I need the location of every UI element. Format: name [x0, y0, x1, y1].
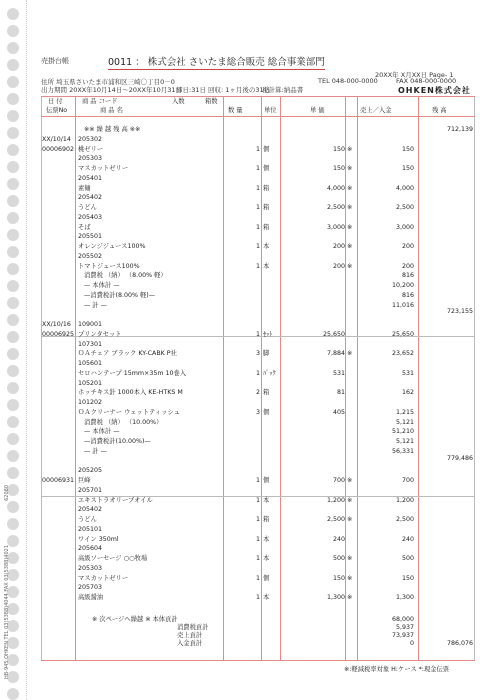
row-reduced-tax-mark: ※ [347, 594, 353, 601]
row-unit: 個 [263, 165, 270, 172]
row-product-name: そば [78, 223, 91, 231]
form-code: HB-945 OHKEN TEL 03(5388)4044 FAX 03(5388)4021 [4, 545, 10, 680]
row-sales-amount: 23,652 [391, 350, 414, 358]
row-quantity: 1 [255, 555, 260, 562]
row-product-name: ＯＡチェア ブラック KY-CABK P社 [78, 350, 177, 358]
row-unit-price: 1,300 [326, 594, 345, 601]
row-reduced-tax-mark: ※ [347, 350, 353, 358]
row-unit: 箱 [263, 223, 270, 231]
row-quantity: 1 [255, 369, 260, 377]
punch-hole [7, 93, 19, 105]
row-product-name: マスカットゼリー [78, 165, 129, 172]
row-product-name: うどん [78, 204, 97, 211]
page-total-value: 68,000 [391, 616, 414, 623]
punch-hole [7, 688, 19, 700]
punch-hole [7, 416, 19, 428]
row-date: XX/10/14 [42, 135, 71, 143]
punch-hole [7, 501, 19, 513]
punch-hole [7, 110, 19, 122]
row-reduced-tax-mark: ※ [347, 477, 353, 484]
row-quantity: 1 [255, 496, 260, 504]
row-slip-no: 00006925 [42, 330, 75, 338]
row-reduced-tax-mark: ※ [347, 496, 353, 504]
punch-hole [7, 382, 19, 394]
row-sales-amount: 162 [401, 389, 414, 397]
row-sales-amount: 4,000 [395, 184, 414, 192]
row-product-name: ワイン 350ml [78, 535, 119, 543]
row-unit-price: 240 [332, 535, 345, 543]
row-sales-amount: 5,121 [395, 438, 414, 445]
row-quantity: 1 [255, 330, 260, 338]
punch-hole [7, 178, 19, 190]
collection-terms: 回収: 1ヶ月後の31日 [208, 86, 271, 94]
col-qty-in: 入数 [172, 98, 185, 105]
punch-hole [7, 467, 19, 479]
punch-hole [7, 450, 19, 462]
row-unit-price: 1,200 [326, 496, 345, 504]
page-total-label: ※ 次ページへ繰越 ※ 本体貢計 [92, 616, 178, 623]
fax: FAX 048-000-0000 [396, 77, 457, 85]
row-reduced-tax-mark: ※ [347, 184, 353, 192]
row-unit-price: 500 [332, 555, 345, 562]
row-quantity: 1 [255, 145, 260, 153]
row-sales-amount: 150 [401, 165, 414, 172]
row-product-name: — 本体計 — [84, 282, 120, 289]
row-sales-amount: 25,650 [391, 330, 414, 338]
col-name: 商 品 名 [100, 107, 123, 114]
col-boxes: 箱数 [205, 98, 218, 105]
row-reduced-tax-mark: ※ [347, 204, 353, 211]
page-total-value: 0 [409, 640, 414, 647]
punch-hole [7, 246, 19, 258]
row-product-code: 205303 [78, 155, 103, 163]
row-unit: 個 [263, 574, 270, 582]
punch-hole [7, 212, 19, 224]
row-unit-price: 700 [332, 477, 345, 484]
row-reduced-tax-mark: ※ [347, 574, 353, 582]
row-product-code: 205401 [78, 174, 103, 182]
row-quantity: 1 [255, 165, 260, 172]
row-sales-amount: 10,200 [391, 282, 414, 289]
row-product-code: 205701 [78, 486, 103, 494]
row-sales-amount: 531 [401, 369, 414, 377]
punch-hole [7, 518, 19, 530]
punch-hole [7, 127, 19, 139]
row-sales-amount: 51,210 [391, 428, 414, 436]
row-product-name: プリンタセット [78, 330, 122, 338]
row-unit: 本 [263, 243, 270, 250]
row-product-name: 高級ソーセージ ○○牧場 [78, 555, 148, 562]
row-sales-amount: 816 [401, 272, 414, 280]
col-code: 商 品 コード [82, 98, 118, 105]
row-quantity: 1 [255, 574, 260, 582]
row-product-name: —消費税計(10.00%)— [84, 438, 151, 445]
row-unit-price: 150 [332, 574, 345, 582]
tel: TEL 048-000-0000 [318, 77, 378, 85]
col-sales: 売上／入金 [360, 107, 392, 114]
row-quantity: 1 [255, 262, 260, 270]
row-unit: ﾊﾟｯｸ [263, 369, 276, 377]
row-sales-amount: 11,016 [391, 301, 414, 309]
row-slip-no: 00006931 [42, 477, 75, 484]
row-product-code: 205402 [78, 194, 103, 202]
row-product-name: エキストラオリーブオイル [78, 496, 153, 504]
row-product-name: 巨峰 [78, 477, 91, 484]
row-unit: 個 [263, 145, 270, 153]
page-total-label: 売上貢計 [177, 632, 203, 639]
page-total-value: 73,937 [391, 632, 414, 639]
row-unit: 箱 [263, 516, 270, 523]
row-product-name: ＯＡクリーナー ウェットティッシュ [78, 408, 180, 416]
row-balance: 712,139 [446, 126, 473, 133]
row-unit-price: 2,500 [326, 516, 345, 523]
punch-hole [7, 365, 19, 377]
row-sales-amount: 3,000 [395, 223, 414, 231]
punch-hole [7, 348, 19, 360]
row-sales-amount: 240 [401, 535, 414, 543]
tax-calc: 税計算:納品書 [262, 86, 304, 94]
row-unit: 箱 [263, 204, 270, 211]
row-product-name: ホッチキス針 1000本入 KE-HTKS M [78, 389, 183, 397]
row-product-code: 205502 [78, 252, 103, 260]
page-total-label: 消費税貢計 [177, 624, 209, 631]
row-unit-price: 25,650 [322, 330, 345, 338]
punch-hole [7, 263, 19, 275]
punch-hole [7, 144, 19, 156]
form-code-number: 62080 [4, 485, 10, 501]
row-unit: 本 [263, 496, 270, 504]
row-unit-price: 150 [332, 165, 345, 172]
row-slip-no: 00006902 [42, 145, 75, 153]
row-product-code: 105201 [78, 379, 103, 387]
page-total-label: 入金貢計 [177, 640, 203, 647]
row-quantity: 3 [255, 408, 260, 416]
row-unit-price: 2,500 [326, 204, 345, 211]
row-reduced-tax-mark: ※ [347, 516, 353, 523]
legend: ※:軽減税率対象 H:ケース *:現金伝票 [344, 666, 450, 673]
ledger-title: 売掛台帳 [41, 57, 69, 65]
punch-hole [7, 314, 19, 326]
row-date: XX/10/16 [42, 321, 71, 328]
row-product-code: 205703 [78, 584, 103, 592]
row-reduced-tax-mark: ※ [347, 243, 353, 250]
row-product-code: 105601 [78, 360, 103, 367]
row-product-code: 205303 [78, 564, 103, 572]
row-product-code: 205205 [78, 467, 103, 475]
row-product-name: — 本体計 — [84, 428, 120, 436]
punch-hole [7, 297, 19, 309]
row-sales-amount: 200 [401, 243, 414, 250]
address: 住所 埼玉県さいたま市浦和区三崎〇丁目0－0 [41, 78, 175, 86]
row-unit: 個 [263, 477, 270, 484]
row-sales-amount: 200 [401, 262, 414, 270]
punch-hole [7, 76, 19, 88]
row-product-name: ※※ 繰 越 残 高 ※※ [84, 126, 141, 133]
col-price: 単 価 [310, 107, 325, 114]
row-product-code: 101202 [78, 399, 103, 406]
date-page: 20XX年 X月XX日 Page- 1 [375, 71, 454, 79]
row-quantity: 1 [255, 243, 260, 250]
punch-hole [7, 59, 19, 71]
row-product-name: オレンジジュース100% [78, 243, 146, 250]
punch-hole [7, 161, 19, 173]
row-unit-price: 4,000 [326, 184, 345, 192]
row-reduced-tax-mark: ※ [347, 223, 353, 231]
row-balance: 779,486 [446, 454, 473, 462]
row-sales-amount: 2,500 [395, 516, 414, 523]
row-unit-price: 405 [332, 408, 345, 416]
row-product-code: 109001 [78, 321, 103, 328]
row-product-code: 205302 [78, 135, 103, 143]
row-unit: 個 [263, 408, 270, 416]
customer-account: 0011 ： 株式会社 さいたま総合販売 総合事業部門 [108, 54, 325, 70]
row-sales-amount: 5,121 [395, 418, 414, 426]
row-product-code: 205403 [78, 213, 103, 221]
row-product-name: 素麺 [78, 184, 91, 192]
row-quantity: 1 [255, 223, 260, 231]
row-sales-amount: 1,215 [395, 408, 414, 416]
row-quantity: 1 [255, 535, 260, 543]
punch-hole [7, 229, 19, 241]
row-product-name: 消費税 （納） （10.00%） [84, 418, 163, 426]
row-product-name: 消費税 （納） （8.00% 軽） [84, 272, 167, 280]
row-unit: ｾｯﾄ [263, 330, 273, 338]
row-sales-amount: 500 [401, 555, 414, 562]
row-balance: 723,155 [446, 308, 473, 316]
punch-hole [7, 433, 19, 445]
row-sales-amount: 150 [401, 145, 414, 153]
col-date: 日 付 [48, 98, 63, 105]
row-unit: 本 [263, 262, 270, 270]
row-unit: 箱 [263, 389, 270, 397]
page-total-value: 5,937 [395, 624, 414, 631]
carry-forward-balance: 786,076 [446, 640, 473, 647]
row-product-name: セロハンテープ 15mm×35m 10巻入 [78, 369, 187, 377]
row-quantity: 1 [255, 477, 260, 484]
row-product-name: トマトジュース100% [78, 262, 140, 270]
punch-hole [7, 195, 19, 207]
row-quantity: 1 [255, 204, 260, 211]
col-qty: 数 量 [228, 107, 243, 114]
col-balance: 残 高 [432, 107, 447, 114]
row-sales-amount: 1,300 [395, 594, 414, 601]
row-product-name: 桃ゼリー [78, 145, 104, 153]
row-sales-amount: 1,200 [395, 496, 414, 504]
row-sales-amount: 816 [401, 291, 414, 299]
row-unit-price: 200 [332, 262, 345, 270]
punch-hole [7, 42, 19, 54]
row-reduced-tax-mark: ※ [347, 145, 353, 153]
row-sales-amount: 2,500 [395, 204, 414, 211]
col-unit: 単位 [264, 107, 277, 114]
row-product-code: 205501 [78, 233, 103, 241]
row-product-code: 205402 [78, 506, 103, 514]
company-brand: OHKEN株式会社 [398, 86, 471, 95]
row-product-name: — 計 — [84, 447, 107, 455]
row-unit-price: 150 [332, 145, 345, 153]
row-unit-price: 3,000 [326, 223, 345, 231]
row-sales-amount: 56,331 [391, 447, 414, 455]
row-product-name: うどん [78, 516, 97, 523]
row-reduced-tax-mark: ※ [347, 165, 353, 172]
row-unit-price: 531 [332, 369, 345, 377]
row-unit-price: 7,884 [326, 350, 345, 358]
row-quantity: 1 [255, 516, 260, 523]
punch-hole [7, 25, 19, 37]
row-unit: 脚 [263, 350, 270, 358]
row-product-name: —消費税計(8.00% 軽)— [84, 291, 155, 299]
row-product-name: マスカットゼリー [78, 574, 129, 582]
punch-hole [7, 280, 19, 292]
row-sales-amount: 700 [401, 477, 414, 484]
row-unit: 本 [263, 555, 270, 562]
punch-hole [7, 8, 19, 20]
row-quantity: 1 [255, 184, 260, 192]
row-unit: 本 [263, 594, 270, 601]
punch-hole [7, 331, 19, 343]
row-product-code: 205604 [78, 545, 103, 553]
row-quantity: 3 [255, 350, 260, 358]
row-reduced-tax-mark: ※ [347, 262, 353, 270]
row-unit: 本 [263, 535, 270, 543]
row-product-name: — 計 — [84, 301, 107, 309]
punch-hole [7, 399, 19, 411]
row-product-code: 107301 [78, 340, 103, 348]
col-slip: 伝票No [46, 107, 68, 114]
row-unit: 箱 [263, 184, 270, 192]
row-unit-price: 200 [332, 243, 345, 250]
row-reduced-tax-mark: ※ [347, 555, 353, 562]
row-sales-amount: 150 [401, 574, 414, 582]
row-unit-price: 81 [336, 389, 345, 397]
closing-day: 締日:31日 [176, 86, 206, 94]
row-quantity: 2 [255, 389, 260, 397]
output-period: 出力期間 20XX年10月14日～20XX年10月31日 [41, 86, 183, 94]
row-quantity: 1 [255, 594, 260, 601]
row-product-name: 高級醤油 [78, 594, 104, 601]
row-product-code: 205101 [78, 525, 103, 533]
